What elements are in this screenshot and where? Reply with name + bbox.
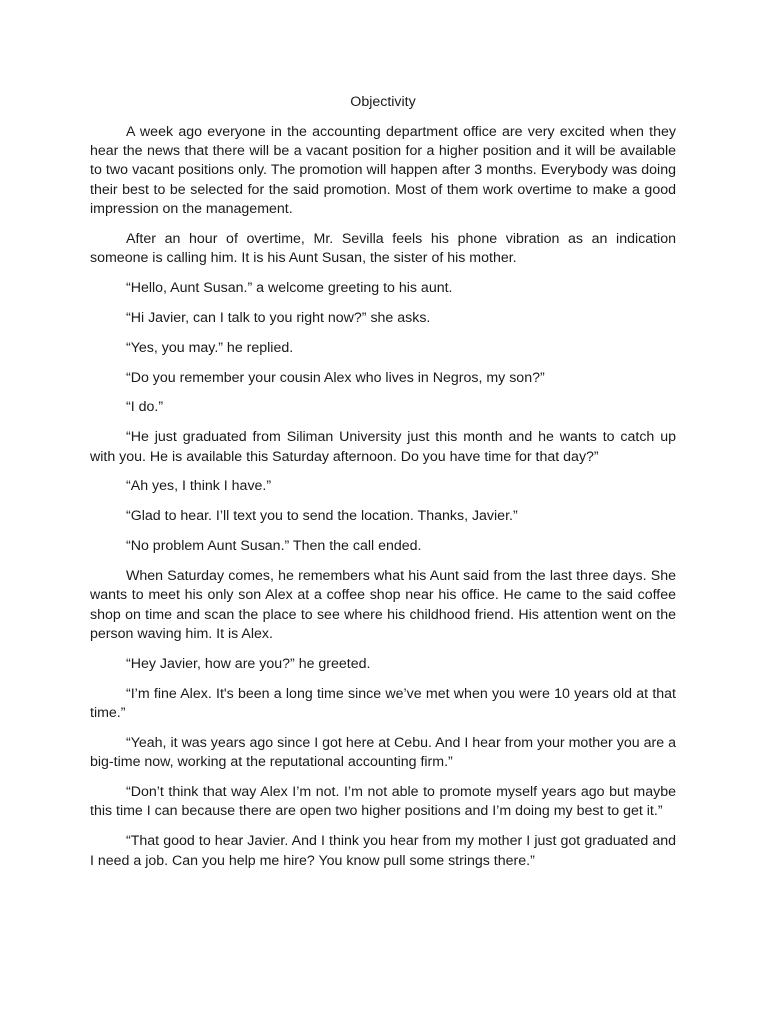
paragraph: “Hi Javier, can I talk to you right now?” she asks. [126, 310, 431, 327]
paragraph: After an hour of overtime, Mr. Sevilla feels his phone vibration as an indication someone is calling him. It is his Aunt Susan, the sister of his mother. [90, 231, 676, 267]
paragraph: “No problem Aunt Susan.” Then the call ended. [126, 538, 422, 554]
document-page [90, 93, 676, 881]
paragraph: “Ah yes, I think I have.” [126, 478, 272, 495]
paragraph: “Hello, Aunt Susan.” a welcome greeting to his aunt. [126, 280, 453, 297]
paragraph: “Don’t think that way Alex I’m not. I’m not able to promote myself years ago but maybe this time I can because there are open two higher positions and I’m doing my best to get it.” [90, 784, 676, 820]
paragraph: A week ago everyone in the accounting department office are very excited when they hear the news that there will be a vacant position for a higher position and it will be available to two vacant positions only. The promotion will happen after 3 months. Everybody was doing their best to be selected for the said promotion. Most of them work overtime to make a good impression on the management. [90, 123, 676, 218]
paragraph: When Saturday comes, he remembers what his Aunt said from the last three days. She wants to meet his only son Alex at a coffee shop near his office. He came to the said coffee shop on time and scan the place to see where his childhood friend. His attention went on the person waving him. It is Alex. [90, 567, 676, 643]
paragraph: “He just graduated from Siliman University just this month and he wants to catch up with you. He is available this Saturday afternoon. Do you have time for that day?” [90, 429, 676, 465]
paragraph: “That good to hear Javier. And I think you hear from my mother I just got graduated and I need a job. Can you help me hire? You know pull some strings there.” [90, 833, 676, 869]
document-title: Objectivity [350, 94, 416, 110]
paragraph: “I do.” [126, 399, 164, 416]
paragraph: “I’m fine Alex. It's been a long time since we’ve met when you were 10 years old at that time.” [90, 685, 676, 722]
paragraph: “Glad to hear. I’ll text you to send the location. Thanks, Javier.” [126, 508, 518, 525]
paragraph: “Yeah, it was years ago since I got here at Cebu. And I hear from your mother you are a big-time now, working at the reputational accounting firm.” [90, 734, 676, 771]
paragraph: “Hey Javier, how are you?” he greeted. [126, 655, 371, 672]
paragraph: “Do you remember your cousin Alex who lives in Negros, my son?” [126, 369, 545, 386]
paragraph: “Yes, you may.” he replied. [126, 339, 294, 356]
